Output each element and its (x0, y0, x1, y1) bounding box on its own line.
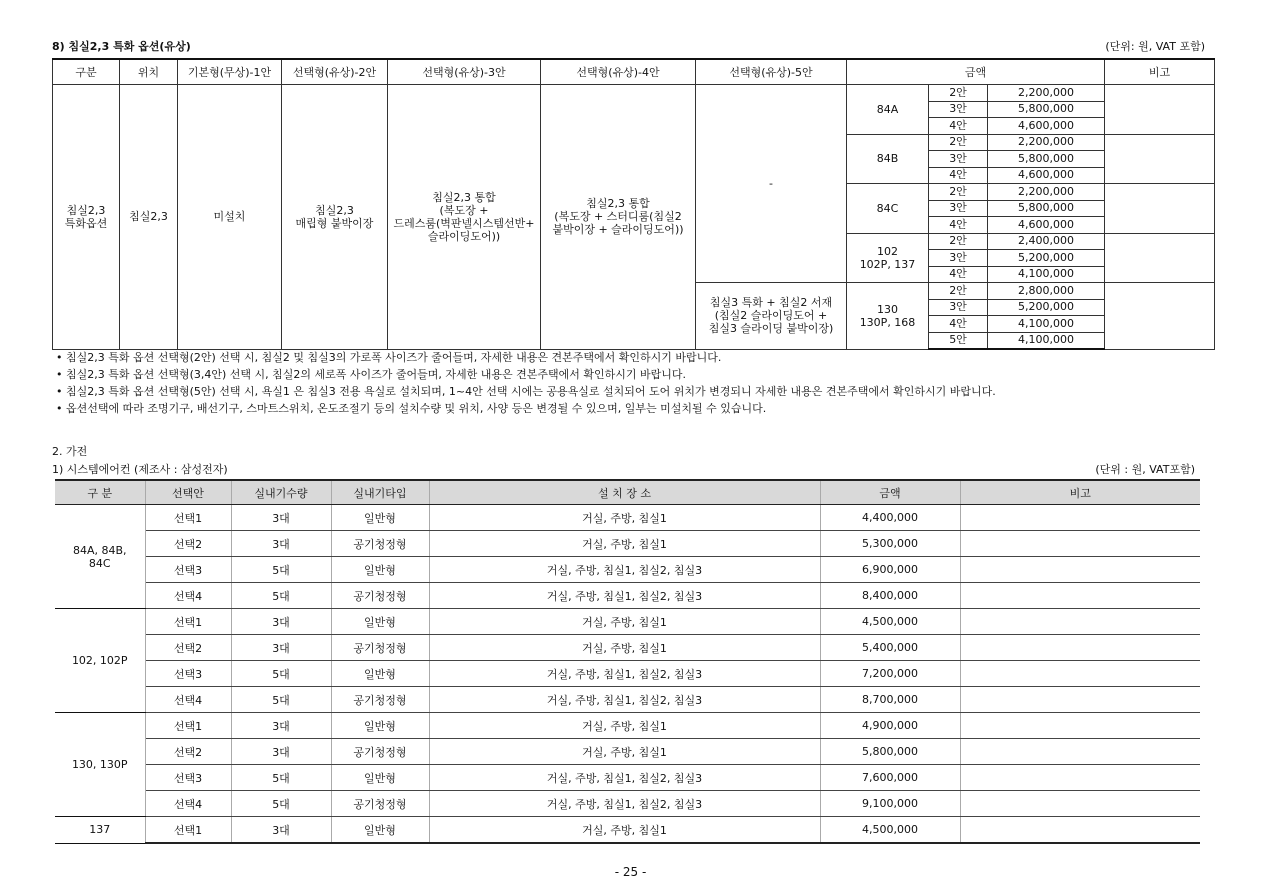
quantity-cell: 5대 (231, 791, 331, 817)
header-cell: 위치 (120, 59, 178, 85)
table-row (55, 713, 1200, 739)
plan-cell: 2안 (929, 85, 988, 102)
cell-line: 84A (876, 102, 899, 116)
remark-cell (960, 635, 1200, 661)
table-row (55, 687, 1200, 713)
remark-cell (1105, 283, 1215, 350)
option5-empty-cell: - (696, 85, 847, 283)
cell-line: 침실2,3 통합 (432, 190, 496, 204)
remark-cell (1105, 85, 1215, 135)
option-cell: 선택1 (145, 713, 231, 739)
plan-cell: 4안 (929, 167, 988, 184)
plan-cell: 5안 (929, 332, 988, 349)
type-cell: 일반형 (331, 609, 429, 635)
amount-cell: 4,100,000 (988, 316, 1105, 333)
cell-line: 130, 130P (71, 758, 128, 771)
option-cell: 선택4 (145, 583, 231, 609)
location-cell: 거실, 주방, 침실1, 침실2, 침실3 (429, 791, 820, 817)
quantity-cell: 3대 (231, 505, 331, 531)
category-cell (53, 85, 120, 350)
unit-type-cell (847, 85, 929, 135)
amount-cell: 7,600,000 (820, 765, 960, 791)
type-cell: 일반형 (331, 505, 429, 531)
plan-cell: 4안 (929, 118, 988, 135)
table-row (55, 661, 1200, 687)
note-line: • 침실2,3 특화 옵션 선택형(3,4안) 선택 시, 침실2의 세로폭 사이즈가 줄어들며, 자세한 내용은 견본주택에서 확인하시기 바랍니다. (56, 368, 687, 381)
note-line: • 침실2,3 특화 옵션 선택형(2안) 선택 시, 침실2 및 침실3의 가로폭 사이즈가 줄어들며, 자세한 내용은 견본주택에서 확인하시기 바랍니다. (56, 351, 722, 364)
type-cell: 공기청정형 (331, 791, 429, 817)
plan-cell: 3안 (929, 299, 988, 316)
option-cell: 선택4 (145, 687, 231, 713)
table-row (55, 817, 1200, 844)
amount-cell: 4,500,000 (820, 609, 960, 635)
type-cell: 일반형 (331, 661, 429, 687)
cell-line: 침실3 슬라이딩 붙박이장) (708, 322, 834, 336)
bedroom-option-table (52, 58, 1215, 350)
header-cell: 실내기타입 (331, 480, 429, 505)
unit-type-cell (847, 283, 929, 350)
plan-cell: 2안 (929, 283, 988, 300)
header-cell: 실내기수량 (231, 480, 331, 505)
remark-cell (960, 609, 1200, 635)
type-cell: 일반형 (331, 713, 429, 739)
amount-cell: 2,800,000 (988, 283, 1105, 300)
cell-line: (복도장 + (439, 203, 489, 217)
plan-cell: 3안 (929, 151, 988, 168)
option5-cell (696, 283, 847, 350)
location-cell: 거실, 주방, 침실1, 침실2, 침실3 (429, 661, 820, 687)
header-cell: 금액 (820, 480, 960, 505)
amount-cell: 2,200,000 (988, 85, 1105, 102)
option-cell: 선택3 (145, 557, 231, 583)
amount-cell: 5,800,000 (988, 200, 1105, 217)
amount-cell: 7,200,000 (820, 661, 960, 687)
amount-cell: 2,400,000 (988, 233, 1105, 250)
quantity-cell: 3대 (231, 609, 331, 635)
unit-group-cell (55, 713, 145, 817)
cell-line: 붙박이장 + 슬라이딩도어)) (552, 223, 684, 237)
type-cell: 일반형 (331, 557, 429, 583)
plan-cell: 3안 (929, 200, 988, 217)
amount-cell: 4,600,000 (988, 217, 1105, 234)
amount-cell: 9,100,000 (820, 791, 960, 817)
option4-cell (541, 85, 696, 350)
header-cell: 기본형(무상)-1안 (178, 59, 282, 85)
plan-cell: 2안 (929, 184, 988, 201)
amount-cell: 4,900,000 (820, 713, 960, 739)
amount-cell: 2,200,000 (988, 134, 1105, 151)
table-row (55, 609, 1200, 635)
option-cell: 선택2 (145, 531, 231, 557)
amount-cell: 4,400,000 (820, 505, 960, 531)
amount-row (53, 85, 1215, 102)
option-cell: 선택3 (145, 661, 231, 687)
quantity-cell: 5대 (231, 687, 331, 713)
plan-cell: 2안 (929, 134, 988, 151)
amount-cell: 4,600,000 (988, 167, 1105, 184)
type-cell: 공기청정형 (331, 687, 429, 713)
amount-cell: 5,200,000 (988, 299, 1105, 316)
amount-cell: 2,200,000 (988, 184, 1105, 201)
amount-cell: 4,600,000 (988, 118, 1105, 135)
amount-cell: 5,800,000 (988, 101, 1105, 118)
amount-cell: 4,500,000 (820, 817, 960, 844)
cell-line: 84A, 84B, (72, 543, 127, 557)
section8-unit: (단위: 원, VAT 포함) (1105, 40, 1205, 53)
location-cell: 침실2,3 (120, 85, 178, 350)
amount-cell: 8,700,000 (820, 687, 960, 713)
aircon-table (55, 479, 1200, 844)
unit-type-cell (847, 134, 929, 184)
quantity-cell: 3대 (231, 531, 331, 557)
location-cell: 거실, 주방, 침실1, 침실2, 침실3 (429, 557, 820, 583)
location-cell: 거실, 주방, 침실1 (429, 713, 820, 739)
section8-notes (56, 350, 1236, 418)
header-cell: 선택형(유상)-3안 (388, 59, 541, 85)
header-cell: 비고 (1105, 59, 1215, 85)
cell-line: 슬라이딩도어)) (427, 229, 501, 243)
table-row (55, 635, 1200, 661)
cell-line: 84C (876, 201, 899, 215)
location-cell: 거실, 주방, 침실1, 침실2, 침실3 (429, 583, 820, 609)
table-row (55, 583, 1200, 609)
amount-cell: 4,100,000 (988, 332, 1105, 349)
header-cell: 설 치 장 소 (429, 480, 820, 505)
location-cell: 거실, 주방, 침실1, 침실2, 침실3 (429, 687, 820, 713)
cell-line: 특화옵션 (64, 216, 108, 230)
table-row (55, 765, 1200, 791)
section2-title: 2. 가전 (52, 445, 88, 458)
location-cell: 거실, 주방, 침실1 (429, 531, 820, 557)
type-cell: 공기청정형 (331, 635, 429, 661)
table-row (55, 791, 1200, 817)
remark-cell (960, 661, 1200, 687)
quantity-cell: 5대 (231, 661, 331, 687)
cell-line: 102, 102P (71, 654, 128, 667)
remark-cell (960, 557, 1200, 583)
table-row (55, 531, 1200, 557)
location-cell: 거실, 주방, 침실1 (429, 635, 820, 661)
plan-cell: 3안 (929, 101, 988, 118)
unit-group-cell (55, 609, 145, 713)
option-cell: 선택1 (145, 817, 231, 844)
amount-cell: 8,400,000 (820, 583, 960, 609)
amount-cell: 5,400,000 (820, 635, 960, 661)
option-cell: 선택1 (145, 505, 231, 531)
cell-line: 침실2,3 (66, 203, 106, 217)
plan-cell: 4안 (929, 316, 988, 333)
remark-cell (960, 531, 1200, 557)
plan-cell: 2안 (929, 233, 988, 250)
quantity-cell: 3대 (231, 817, 331, 844)
option-cell: 선택2 (145, 739, 231, 765)
note-line: • 옵션선택에 따라 조명기구, 배선기구, 스마트스위치, 온도조절기 등의 설치수량 및 위치, 사양 등은 변경될 수 있으며, 일부는 미설치될 수 있습니다. (56, 402, 767, 415)
plan-cell: 4안 (929, 217, 988, 234)
quantity-cell: 5대 (231, 583, 331, 609)
remark-cell (1105, 134, 1215, 184)
option-cell: 선택4 (145, 791, 231, 817)
quantity-cell: 3대 (231, 713, 331, 739)
cell-line: 매립형 붙박이장 (295, 216, 374, 230)
table-row (55, 739, 1200, 765)
header-cell: 비고 (960, 480, 1200, 505)
plan-cell: 3안 (929, 250, 988, 267)
basic-option-cell: 미설치 (178, 85, 282, 350)
cell-line: 침실2,3 (315, 203, 354, 217)
type-cell: 공기청정형 (331, 531, 429, 557)
unit-type-cell (847, 184, 929, 234)
remark-cell (1105, 184, 1215, 234)
quantity-cell: 5대 (231, 557, 331, 583)
cell-line: 102 (877, 244, 898, 258)
type-cell: 일반형 (331, 817, 429, 844)
remark-cell (960, 713, 1200, 739)
page-number: - 25 - (614, 865, 647, 879)
cell-line: 130 (877, 302, 898, 316)
type-cell: 공기청정형 (331, 739, 429, 765)
option-cell: 선택1 (145, 609, 231, 635)
note-line: • 침실2,3 특화 옵션 선택형(5안) 선택 시, 욕실1 은 침실3 전용 욕실로 설치되며, 1~4안 선택 시에는 공용욕실로 설치되어 도어 위치가 변경되니 자세한 내용은 견본주택에서 확인하시기 바랍니다. (56, 385, 996, 398)
unit-type-cell (847, 233, 929, 283)
location-cell: 거실, 주방, 침실1 (429, 505, 820, 531)
unit-group-cell (55, 505, 145, 609)
amount-cell: 4,100,000 (988, 266, 1105, 283)
location-cell: 거실, 주방, 침실1, 침실2, 침실3 (429, 765, 820, 791)
table-row (55, 505, 1200, 531)
option-cell: 선택3 (145, 765, 231, 791)
header-cell: 구분 (53, 59, 120, 85)
header-cell: 선택안 (145, 480, 231, 505)
remark-cell (1105, 233, 1215, 283)
header-cell: 구 분 (55, 480, 145, 505)
amount-cell: 6,900,000 (820, 557, 960, 583)
remark-cell (960, 687, 1200, 713)
amount-cell: 5,800,000 (988, 151, 1105, 168)
cell-line: 84B (876, 152, 899, 166)
remark-cell (960, 765, 1200, 791)
amount-cell: 5,800,000 (820, 739, 960, 765)
cell-line: 침실2,3 통합 (586, 197, 650, 211)
plan-cell: 4안 (929, 266, 988, 283)
remark-cell (960, 739, 1200, 765)
remark-cell (960, 505, 1200, 531)
unit-group-cell (55, 817, 145, 844)
location-cell: 거실, 주방, 침실1 (429, 609, 820, 635)
cell-line: (복도장 + 스터디룸(침실2 (554, 210, 682, 224)
header-cell: 금액 (847, 59, 1105, 85)
amount-cell: 5,200,000 (988, 250, 1105, 267)
amount-cell: 5,300,000 (820, 531, 960, 557)
remark-cell (960, 583, 1200, 609)
quantity-cell: 5대 (231, 765, 331, 791)
cell-line: 84C (88, 556, 111, 570)
section2-subtitle: 1) 시스템에어컨 (제조사 : 삼성전자) (52, 463, 228, 476)
cell-line: 102P, 137 (859, 257, 916, 271)
remark-cell (960, 791, 1200, 817)
cell-line: 130P, 168 (859, 315, 916, 329)
quantity-cell: 3대 (231, 739, 331, 765)
cell-line: (침실2 슬라이딩도어 + (714, 309, 828, 323)
table-row (55, 557, 1200, 583)
header-cell: 선택형(유상)-4안 (541, 59, 696, 85)
section2-unit: (단위 : 원, VAT포함) (1095, 463, 1195, 476)
cell-line: 침실3 특화 + 침실2 서재 (709, 296, 833, 310)
header-cell: 선택형(유상)-2안 (282, 59, 388, 85)
location-cell: 거실, 주방, 침실1 (429, 739, 820, 765)
option2-cell (282, 85, 388, 350)
header-cell: 선택형(유상)-5안 (696, 59, 847, 85)
type-cell: 공기청정형 (331, 583, 429, 609)
cell-line: 드레스룸(벽판넬시스템선반+ (393, 216, 535, 230)
option-cell: 선택2 (145, 635, 231, 661)
section8-title: 8) 침실2,3 특화 옵션(유상) (52, 40, 191, 53)
quantity-cell: 3대 (231, 635, 331, 661)
remark-cell (960, 817, 1200, 844)
option3-cell (388, 85, 541, 350)
location-cell: 거실, 주방, 침실1 (429, 817, 820, 844)
cell-line: 137 (89, 823, 111, 837)
type-cell: 일반형 (331, 765, 429, 791)
